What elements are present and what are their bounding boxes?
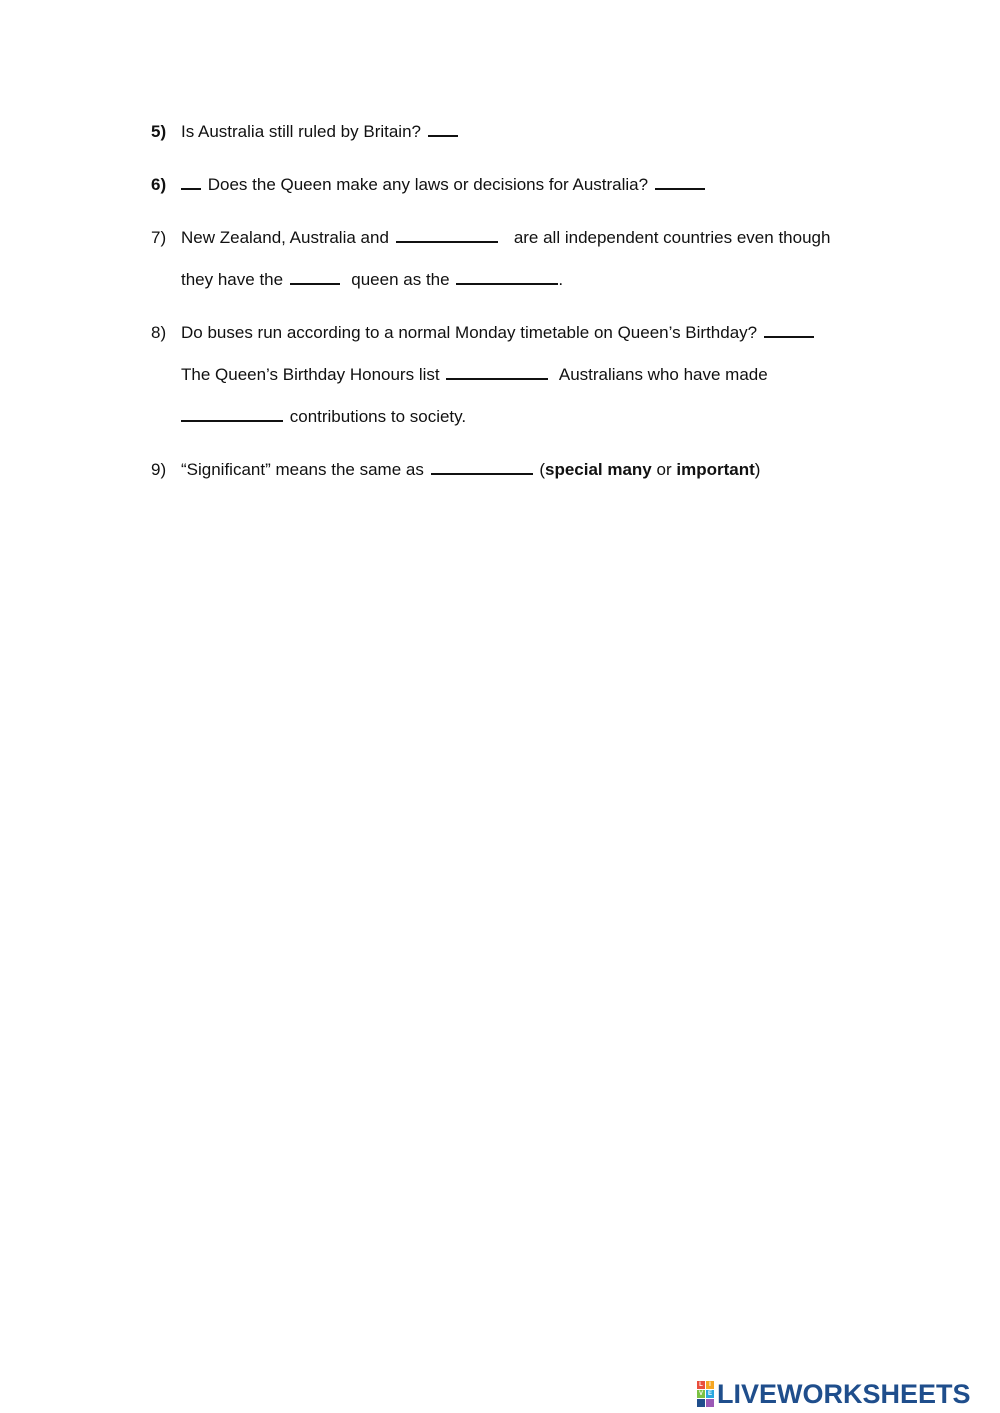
option-special-many: special many (544, 460, 652, 479)
logo-cell (697, 1399, 705, 1407)
question-8-line-2 (181, 364, 768, 385)
question-number: 5) (151, 122, 167, 141)
question-text: The Queen’s Birthday Honours list (181, 365, 440, 384)
answer-blank[interactable] (181, 174, 201, 190)
question-8-line-3 (181, 406, 466, 427)
logo-cell: V (698, 1391, 703, 1397)
answer-blank[interactable] (431, 459, 533, 475)
question-text: contributions to society. (289, 407, 467, 426)
logo-cell: E (707, 1391, 712, 1397)
question-text: Is Australia still ruled by Britain? (181, 122, 421, 141)
option-important: important (676, 460, 755, 479)
logo-brand-text: LIVEWORKSHEETS (717, 1379, 971, 1409)
question-number: 8) (151, 323, 167, 342)
answer-blank[interactable] (396, 227, 498, 243)
question-number: 7) (151, 228, 167, 247)
answer-blank[interactable] (655, 174, 705, 190)
logo-cell (706, 1399, 714, 1407)
question-5 (151, 121, 460, 142)
answer-blank[interactable] (181, 406, 283, 422)
or-text: or (656, 460, 672, 479)
question-text: Does the Queen make any laws or decisions for Australia? (207, 175, 649, 194)
question-8 (151, 322, 816, 343)
question-text: they have the (181, 270, 284, 289)
paren-close: ) (754, 460, 761, 479)
logo-mark-icon (697, 1381, 714, 1407)
question-number: 6) (151, 175, 167, 194)
answer-blank[interactable] (764, 322, 814, 338)
question-text: are all independent countries even though (513, 228, 831, 247)
liveworksheets-logo (697, 1380, 971, 1408)
question-text: New Zealand, Australia and (181, 228, 389, 247)
question-6 (151, 174, 707, 195)
logo-cell: L (697, 1381, 705, 1389)
paren-open: ( (539, 460, 545, 479)
question-text: . (558, 270, 564, 289)
answer-blank[interactable] (456, 269, 558, 285)
question-7-line-2 (181, 269, 563, 290)
question-number: 9) (151, 460, 167, 479)
answer-blank[interactable] (446, 364, 548, 380)
question-text: “Significant” means the same as (181, 460, 424, 479)
logo-cell: I (706, 1381, 714, 1389)
answer-blank[interactable] (290, 269, 340, 285)
question-7 (151, 227, 830, 248)
question-text: Australians who have made (558, 365, 768, 384)
question-text: queen as the (351, 270, 450, 289)
question-9 (151, 459, 760, 480)
question-text: Do buses run according to a normal Monday timetable on Queen’s Birthday? (181, 323, 758, 342)
answer-blank[interactable] (428, 121, 458, 137)
